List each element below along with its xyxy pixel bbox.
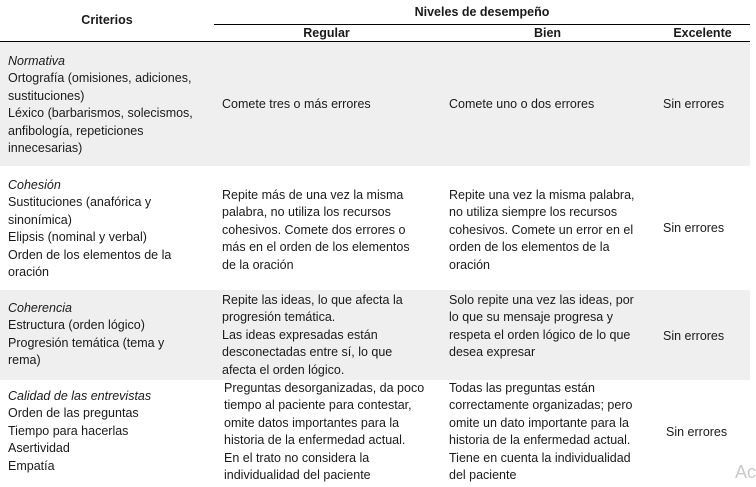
criterion-name: Calidad de las entrevistas: [8, 389, 152, 403]
criterion-item: sinonímica): [8, 212, 72, 227]
regular-text-line: progresión temática.: [222, 310, 336, 325]
excelente-cell: Sin errores: [663, 221, 725, 235]
bien-text-line: cohesivos. Comete un error en el: [449, 222, 634, 237]
bien-text-line: lo que su mensaje progresa y: [449, 310, 613, 325]
bien-text-line: Comete uno o dos errores: [449, 97, 595, 111]
bien-cell: [449, 380, 654, 484]
bien-text-line: correctamente organizadas; pero: [449, 398, 633, 413]
bien-text-line: historia de la enfermedad actual.: [449, 433, 631, 448]
regular-cell: [224, 380, 439, 484]
criterion-cell: [8, 300, 213, 370]
criterion-item: Orden de los elementos de la: [8, 247, 172, 262]
header-bien: Bien: [533, 26, 562, 40]
regular-text-line: Comete tres o más errores: [222, 97, 371, 111]
regular-text-line: Repite las ideas, lo que afecta la: [222, 293, 403, 307]
criterion-item: sustituciones): [8, 88, 85, 103]
bien-text-line: oración: [449, 257, 490, 272]
criterion-item: Estructura (orden lógico): [8, 318, 145, 333]
criterion-name: Coherencia: [8, 301, 72, 315]
regular-text-line: historia de la enfermedad actual.: [224, 433, 406, 448]
bien-cell: [449, 96, 654, 113]
regular-cell: [222, 96, 437, 113]
table-row: [0, 380, 750, 487]
table-row: [0, 166, 750, 290]
criterion-name: Cohesión: [8, 178, 61, 192]
regular-cell: [222, 187, 437, 274]
header-regular: Regular: [303, 26, 350, 40]
bien-text-line: respeta el orden lógico de lo que: [449, 327, 631, 342]
header-criterios: Criterios: [81, 13, 133, 27]
criterion-item: Ortografía (omisiones, adiciones,: [8, 71, 192, 86]
regular-text-line: individualidad del paciente: [224, 468, 371, 483]
regular-text-line: omite datos importantes para la: [224, 415, 400, 430]
criterion-item: Orden de las preguntas: [8, 406, 139, 421]
criterion-item: Elipsis (nominal y verbal): [8, 230, 147, 245]
criterion-item: Léxico (barbarismos, solecismos,: [8, 106, 193, 121]
bien-text-line: Todas las preguntas están: [449, 381, 595, 395]
criterion-cell: [8, 388, 213, 475]
criterion-cell: [8, 53, 213, 157]
regular-text-line: afecta el orden lógico.: [222, 362, 345, 377]
bien-text-line: Solo repite una vez las ideas, por: [449, 293, 634, 307]
criterion-item: anfibología, repeticiones: [8, 123, 144, 138]
regular-text-line: Preguntas desorganizadas, da poco: [224, 381, 425, 395]
header-niveles-de-desempeno: Niveles de desempeño: [414, 5, 550, 19]
criterion-item: rema): [8, 353, 41, 368]
criterion-item: oración: [8, 265, 49, 280]
bien-text-line: Tiene en cuenta la individualidad: [449, 450, 631, 465]
regular-text-line: desconectadas entre sí, lo que: [222, 345, 393, 360]
table-row: [0, 42, 750, 166]
regular-text-line: cohesivos. Comete dos errores o: [222, 222, 406, 237]
bien-text-line: desea expresar: [449, 345, 536, 360]
bien-text-line: omite un dato importante para la: [449, 415, 629, 430]
criterion-cell: [8, 177, 213, 281]
bien-cell: [449, 292, 654, 362]
regular-text-line: En el trato no considera la: [224, 450, 370, 465]
regular-text-line: de la oración: [222, 257, 294, 272]
regular-cell: [222, 292, 437, 379]
bien-text-line: orden de los elementos de la: [449, 240, 610, 255]
criterion-name: Normativa: [8, 54, 65, 68]
regular-text-line: Las ideas expresadas están: [222, 327, 378, 342]
criterion-item: Sustituciones (anafórica y: [8, 195, 152, 210]
header-subrule: [214, 24, 750, 25]
criterion-item: Tiempo para hacerlas: [8, 423, 129, 438]
regular-text-line: palabra, no utiliza los recursos: [222, 205, 391, 220]
criterion-item: Asertividad: [8, 441, 70, 456]
bien-text-line: no utiliza siempre los recursos: [449, 205, 618, 220]
bien-text-line: Repite una vez la misma palabra,: [449, 188, 635, 202]
watermark-text: Ac: [734, 462, 756, 482]
excelente-cell: Sin errores: [666, 425, 728, 439]
regular-text-line: más en el orden de los elementos: [222, 240, 410, 255]
excelente-cell: Sin errores: [663, 97, 725, 111]
bien-text-line: del paciente: [449, 468, 517, 483]
excelente-cell: Sin errores: [663, 329, 725, 343]
table-row: [0, 290, 750, 380]
bien-cell: [449, 187, 654, 274]
regular-text-line: tiempo al paciente para contestar,: [224, 398, 412, 413]
regular-text-line: Repite más de una vez la misma: [222, 188, 404, 202]
criterion-item: Empatía: [8, 458, 55, 473]
criterion-item: Progresión temática (tema y: [8, 335, 165, 350]
header-excelente: Excelente: [673, 26, 732, 40]
criterion-item: innecesarias): [8, 141, 83, 156]
